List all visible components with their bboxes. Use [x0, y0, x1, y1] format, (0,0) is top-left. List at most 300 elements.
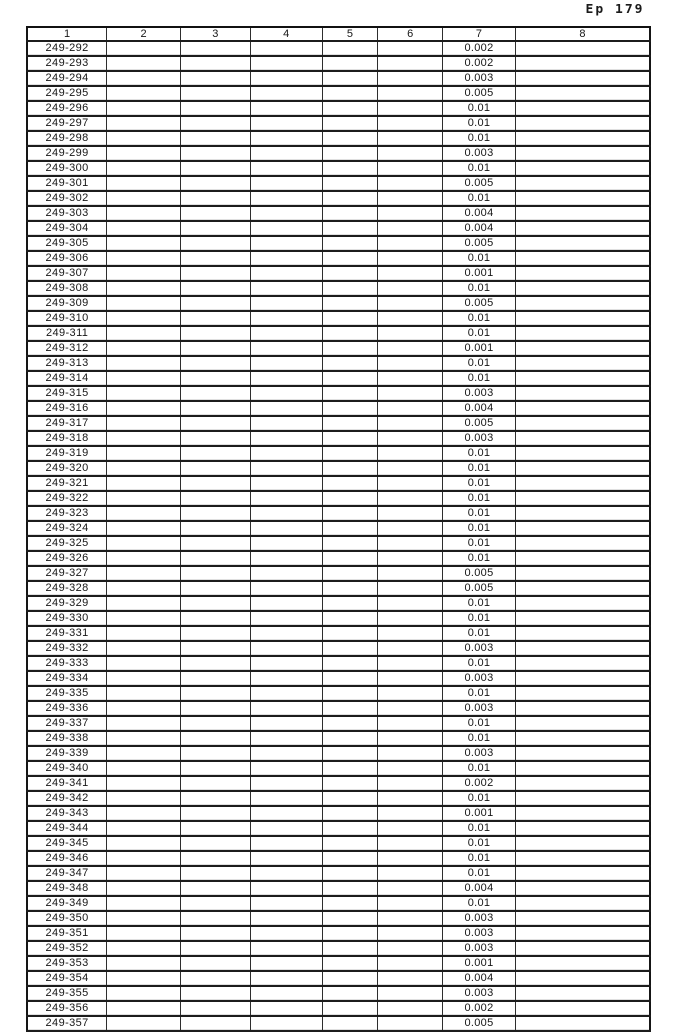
empty-cell-3 — [180, 1001, 250, 1016]
empty-cell-8 — [515, 656, 650, 671]
value-cell: 0.003 — [443, 146, 516, 161]
empty-cell-2 — [107, 131, 181, 146]
empty-cell-2 — [107, 266, 181, 281]
empty-cell-5 — [322, 371, 378, 386]
empty-cell-6 — [378, 56, 443, 71]
empty-cell-4 — [250, 866, 322, 881]
table-row — [27, 686, 650, 701]
compound-id-cell: 249-321 — [27, 476, 107, 491]
empty-cell-3 — [180, 116, 250, 131]
empty-cell-4 — [250, 386, 322, 401]
empty-cell-4 — [250, 746, 322, 761]
table-row — [27, 926, 650, 941]
empty-cell-2 — [107, 311, 181, 326]
empty-cell-5 — [322, 806, 378, 821]
value-cell: 0.003 — [443, 746, 516, 761]
value-cell: 0.004 — [443, 221, 516, 236]
empty-cell-8 — [515, 386, 650, 401]
empty-cell-6 — [378, 266, 443, 281]
compound-id-cell: 249-314 — [27, 371, 107, 386]
empty-cell-5 — [322, 686, 378, 701]
empty-cell-2 — [107, 1001, 181, 1016]
empty-cell-5 — [322, 1001, 378, 1016]
empty-cell-4 — [250, 731, 322, 746]
empty-cell-3 — [180, 506, 250, 521]
empty-cell-3 — [180, 176, 250, 191]
empty-cell-2 — [107, 191, 181, 206]
empty-cell-3 — [180, 716, 250, 731]
value-cell: 0.002 — [443, 41, 516, 56]
empty-cell-8 — [515, 311, 650, 326]
empty-cell-2 — [107, 626, 181, 641]
empty-cell-5 — [322, 551, 378, 566]
value-cell: 0.01 — [443, 506, 516, 521]
value-cell: 0.01 — [443, 626, 516, 641]
value-cell: 0.01 — [443, 161, 516, 176]
table-row — [27, 386, 650, 401]
empty-cell-6 — [378, 116, 443, 131]
empty-cell-6 — [378, 866, 443, 881]
empty-cell-4 — [250, 296, 322, 311]
table-row — [27, 626, 650, 641]
empty-cell-4 — [250, 911, 322, 926]
compound-id-cell: 249-313 — [27, 356, 107, 371]
empty-cell-5 — [322, 446, 378, 461]
empty-cell-2 — [107, 356, 181, 371]
empty-cell-6 — [378, 221, 443, 236]
empty-cell-4 — [250, 311, 322, 326]
empty-cell-8 — [515, 86, 650, 101]
compound-id-cell: 249-306 — [27, 251, 107, 266]
empty-cell-2 — [107, 746, 181, 761]
empty-cell-2 — [107, 821, 181, 836]
empty-cell-3 — [180, 131, 250, 146]
empty-cell-3 — [180, 851, 250, 866]
empty-cell-6 — [378, 101, 443, 116]
table-row — [27, 281, 650, 296]
empty-cell-5 — [322, 911, 378, 926]
empty-cell-5 — [322, 386, 378, 401]
empty-cell-6 — [378, 386, 443, 401]
compound-id-cell: 249-316 — [27, 401, 107, 416]
empty-cell-3 — [180, 521, 250, 536]
compound-id-cell: 249-331 — [27, 626, 107, 641]
compound-id-cell: 249-318 — [27, 431, 107, 446]
empty-cell-3 — [180, 731, 250, 746]
empty-cell-4 — [250, 101, 322, 116]
empty-cell-5 — [322, 731, 378, 746]
empty-cell-5 — [322, 941, 378, 956]
value-cell: 0.01 — [443, 371, 516, 386]
value-cell: 0.01 — [443, 251, 516, 266]
empty-cell-4 — [250, 776, 322, 791]
empty-cell-4 — [250, 836, 322, 851]
empty-cell-3 — [180, 821, 250, 836]
compound-id-cell: 249-336 — [27, 701, 107, 716]
empty-cell-5 — [322, 131, 378, 146]
compound-id-cell: 249-347 — [27, 866, 107, 881]
empty-cell-3 — [180, 776, 250, 791]
column-header-7: 7 — [443, 27, 516, 41]
empty-cell-8 — [515, 401, 650, 416]
table-row — [27, 461, 650, 476]
empty-cell-4 — [250, 596, 322, 611]
empty-cell-8 — [515, 236, 650, 251]
empty-cell-3 — [180, 326, 250, 341]
empty-cell-8 — [515, 416, 650, 431]
empty-cell-2 — [107, 431, 181, 446]
empty-cell-6 — [378, 461, 443, 476]
empty-cell-4 — [250, 1016, 322, 1031]
compound-id-cell: 249-327 — [27, 566, 107, 581]
empty-cell-6 — [378, 956, 443, 971]
empty-cell-2 — [107, 731, 181, 746]
value-cell: 0.01 — [443, 131, 516, 146]
value-cell: 0.003 — [443, 431, 516, 446]
table-row — [27, 86, 650, 101]
empty-cell-5 — [322, 701, 378, 716]
value-cell: 0.005 — [443, 566, 516, 581]
empty-cell-2 — [107, 986, 181, 1001]
empty-cell-3 — [180, 866, 250, 881]
empty-cell-5 — [322, 146, 378, 161]
table-row — [27, 791, 650, 806]
empty-cell-2 — [107, 701, 181, 716]
empty-cell-4 — [250, 821, 322, 836]
empty-cell-8 — [515, 1016, 650, 1031]
empty-cell-5 — [322, 791, 378, 806]
value-cell: 0.01 — [443, 851, 516, 866]
empty-cell-4 — [250, 266, 322, 281]
empty-cell-2 — [107, 41, 181, 56]
table-row — [27, 821, 650, 836]
table-row — [27, 431, 650, 446]
empty-cell-2 — [107, 761, 181, 776]
empty-cell-6 — [378, 1016, 443, 1031]
empty-cell-5 — [322, 1016, 378, 1031]
value-cell: 0.01 — [443, 311, 516, 326]
value-cell: 0.01 — [443, 821, 516, 836]
empty-cell-4 — [250, 581, 322, 596]
table-row — [27, 176, 650, 191]
empty-cell-6 — [378, 791, 443, 806]
empty-cell-2 — [107, 251, 181, 266]
empty-cell-5 — [322, 41, 378, 56]
empty-cell-3 — [180, 191, 250, 206]
empty-cell-4 — [250, 701, 322, 716]
empty-cell-3 — [180, 371, 250, 386]
empty-cell-8 — [515, 296, 650, 311]
compound-id-cell: 249-305 — [27, 236, 107, 251]
empty-cell-5 — [322, 311, 378, 326]
compound-id-cell: 249-303 — [27, 206, 107, 221]
empty-cell-2 — [107, 476, 181, 491]
empty-cell-6 — [378, 416, 443, 431]
empty-cell-2 — [107, 911, 181, 926]
empty-cell-8 — [515, 581, 650, 596]
value-cell: 0.01 — [443, 761, 516, 776]
empty-cell-2 — [107, 671, 181, 686]
empty-cell-6 — [378, 941, 443, 956]
value-cell: 0.002 — [443, 1001, 516, 1016]
empty-cell-3 — [180, 236, 250, 251]
empty-cell-2 — [107, 146, 181, 161]
value-cell: 0.005 — [443, 416, 516, 431]
compound-id-cell: 249-322 — [27, 491, 107, 506]
compound-id-cell: 249-352 — [27, 941, 107, 956]
empty-cell-6 — [378, 71, 443, 86]
empty-cell-5 — [322, 71, 378, 86]
value-cell: 0.01 — [443, 191, 516, 206]
value-cell: 0.003 — [443, 986, 516, 1001]
empty-cell-6 — [378, 146, 443, 161]
empty-cell-4 — [250, 326, 322, 341]
empty-cell-8 — [515, 851, 650, 866]
empty-cell-4 — [250, 881, 322, 896]
empty-cell-8 — [515, 701, 650, 716]
empty-cell-8 — [515, 176, 650, 191]
table-row — [27, 41, 650, 56]
value-cell: 0.01 — [443, 731, 516, 746]
empty-cell-3 — [180, 341, 250, 356]
empty-cell-5 — [322, 101, 378, 116]
empty-cell-2 — [107, 71, 181, 86]
compound-id-cell: 249-298 — [27, 131, 107, 146]
empty-cell-8 — [515, 611, 650, 626]
empty-cell-8 — [515, 281, 650, 296]
empty-cell-4 — [250, 86, 322, 101]
empty-cell-3 — [180, 386, 250, 401]
empty-cell-4 — [250, 221, 322, 236]
empty-cell-5 — [322, 176, 378, 191]
table-row — [27, 311, 650, 326]
data-table — [26, 26, 651, 1032]
value-cell: 0.005 — [443, 236, 516, 251]
empty-cell-8 — [515, 596, 650, 611]
empty-cell-2 — [107, 611, 181, 626]
empty-cell-8 — [515, 131, 650, 146]
empty-cell-2 — [107, 296, 181, 311]
compound-id-cell: 249-308 — [27, 281, 107, 296]
compound-id-cell: 249-344 — [27, 821, 107, 836]
empty-cell-5 — [322, 161, 378, 176]
empty-cell-2 — [107, 596, 181, 611]
empty-cell-3 — [180, 926, 250, 941]
empty-cell-5 — [322, 956, 378, 971]
compound-id-cell: 249-328 — [27, 581, 107, 596]
compound-id-cell: 249-297 — [27, 116, 107, 131]
empty-cell-6 — [378, 86, 443, 101]
empty-cell-3 — [180, 746, 250, 761]
compound-id-cell: 249-337 — [27, 716, 107, 731]
table-row — [27, 326, 650, 341]
empty-cell-3 — [180, 881, 250, 896]
value-cell: 0.003 — [443, 71, 516, 86]
table-row — [27, 566, 650, 581]
table-row — [27, 236, 650, 251]
value-cell: 0.01 — [443, 116, 516, 131]
empty-cell-3 — [180, 941, 250, 956]
empty-cell-3 — [180, 296, 250, 311]
table-row — [27, 581, 650, 596]
compound-id-cell: 249-315 — [27, 386, 107, 401]
empty-cell-6 — [378, 761, 443, 776]
empty-cell-6 — [378, 986, 443, 1001]
value-cell: 0.01 — [443, 791, 516, 806]
empty-cell-8 — [515, 326, 650, 341]
value-cell: 0.01 — [443, 656, 516, 671]
empty-cell-5 — [322, 401, 378, 416]
table-row — [27, 701, 650, 716]
empty-cell-4 — [250, 986, 322, 1001]
empty-cell-6 — [378, 881, 443, 896]
empty-cell-4 — [250, 56, 322, 71]
empty-cell-4 — [250, 971, 322, 986]
compound-id-cell: 249-311 — [27, 326, 107, 341]
empty-cell-2 — [107, 851, 181, 866]
empty-cell-8 — [515, 431, 650, 446]
table-row — [27, 416, 650, 431]
empty-cell-6 — [378, 431, 443, 446]
empty-cell-4 — [250, 146, 322, 161]
table-row — [27, 56, 650, 71]
table-row — [27, 896, 650, 911]
empty-cell-5 — [322, 521, 378, 536]
empty-cell-6 — [378, 656, 443, 671]
empty-cell-5 — [322, 416, 378, 431]
empty-cell-6 — [378, 911, 443, 926]
compound-id-cell: 249-304 — [27, 221, 107, 236]
empty-cell-8 — [515, 56, 650, 71]
empty-cell-2 — [107, 581, 181, 596]
empty-cell-2 — [107, 416, 181, 431]
empty-cell-2 — [107, 341, 181, 356]
empty-cell-3 — [180, 446, 250, 461]
compound-id-cell: 249-302 — [27, 191, 107, 206]
empty-cell-6 — [378, 596, 443, 611]
empty-cell-5 — [322, 86, 378, 101]
empty-cell-2 — [107, 461, 181, 476]
value-cell: 0.001 — [443, 266, 516, 281]
empty-cell-5 — [322, 506, 378, 521]
empty-cell-2 — [107, 641, 181, 656]
empty-cell-8 — [515, 191, 650, 206]
empty-cell-5 — [322, 431, 378, 446]
empty-cell-6 — [378, 176, 443, 191]
empty-cell-6 — [378, 1001, 443, 1016]
empty-cell-3 — [180, 986, 250, 1001]
empty-cell-2 — [107, 551, 181, 566]
empty-cell-2 — [107, 881, 181, 896]
empty-cell-5 — [322, 926, 378, 941]
empty-cell-4 — [250, 191, 322, 206]
value-cell: 0.004 — [443, 971, 516, 986]
empty-cell-5 — [322, 836, 378, 851]
empty-cell-6 — [378, 671, 443, 686]
value-cell: 0.003 — [443, 641, 516, 656]
value-cell: 0.002 — [443, 56, 516, 71]
empty-cell-8 — [515, 536, 650, 551]
empty-cell-5 — [322, 716, 378, 731]
empty-cell-3 — [180, 311, 250, 326]
compound-id-cell: 249-325 — [27, 536, 107, 551]
compound-id-cell: 249-345 — [27, 836, 107, 851]
empty-cell-6 — [378, 926, 443, 941]
empty-cell-6 — [378, 611, 443, 626]
value-cell: 0.003 — [443, 911, 516, 926]
empty-cell-2 — [107, 866, 181, 881]
empty-cell-3 — [180, 266, 250, 281]
empty-cell-6 — [378, 521, 443, 536]
empty-cell-4 — [250, 476, 322, 491]
empty-cell-2 — [107, 281, 181, 296]
table-row — [27, 491, 650, 506]
empty-cell-6 — [378, 821, 443, 836]
empty-cell-5 — [322, 296, 378, 311]
empty-cell-4 — [250, 806, 322, 821]
empty-cell-8 — [515, 521, 650, 536]
empty-cell-5 — [322, 851, 378, 866]
empty-cell-4 — [250, 611, 322, 626]
empty-cell-4 — [250, 236, 322, 251]
empty-cell-8 — [515, 896, 650, 911]
empty-cell-4 — [250, 461, 322, 476]
table-row — [27, 761, 650, 776]
compound-id-cell: 249-341 — [27, 776, 107, 791]
table-row — [27, 131, 650, 146]
table-row — [27, 611, 650, 626]
empty-cell-3 — [180, 146, 250, 161]
compound-id-cell: 249-309 — [27, 296, 107, 311]
empty-cell-4 — [250, 401, 322, 416]
empty-cell-3 — [180, 701, 250, 716]
empty-cell-4 — [250, 716, 322, 731]
empty-cell-4 — [250, 416, 322, 431]
empty-cell-6 — [378, 506, 443, 521]
value-cell: 0.005 — [443, 176, 516, 191]
empty-cell-8 — [515, 221, 650, 236]
empty-cell-4 — [250, 656, 322, 671]
empty-cell-4 — [250, 491, 322, 506]
empty-cell-4 — [250, 446, 322, 461]
empty-cell-4 — [250, 686, 322, 701]
empty-cell-6 — [378, 971, 443, 986]
empty-cell-3 — [180, 836, 250, 851]
empty-cell-5 — [322, 611, 378, 626]
empty-cell-6 — [378, 641, 443, 656]
empty-cell-2 — [107, 221, 181, 236]
value-cell: 0.003 — [443, 926, 516, 941]
table-row — [27, 206, 650, 221]
empty-cell-8 — [515, 461, 650, 476]
value-cell: 0.004 — [443, 401, 516, 416]
header-row — [27, 27, 650, 41]
empty-cell-4 — [250, 671, 322, 686]
value-cell: 0.005 — [443, 581, 516, 596]
empty-cell-3 — [180, 971, 250, 986]
empty-cell-6 — [378, 401, 443, 416]
table-row — [27, 716, 650, 731]
empty-cell-3 — [180, 356, 250, 371]
empty-cell-5 — [322, 596, 378, 611]
compound-id-cell: 249-317 — [27, 416, 107, 431]
empty-cell-8 — [515, 806, 650, 821]
table-row — [27, 101, 650, 116]
table-row — [27, 731, 650, 746]
table-row — [27, 941, 650, 956]
value-cell: 0.005 — [443, 1016, 516, 1031]
compound-id-cell: 249-357 — [27, 1016, 107, 1031]
